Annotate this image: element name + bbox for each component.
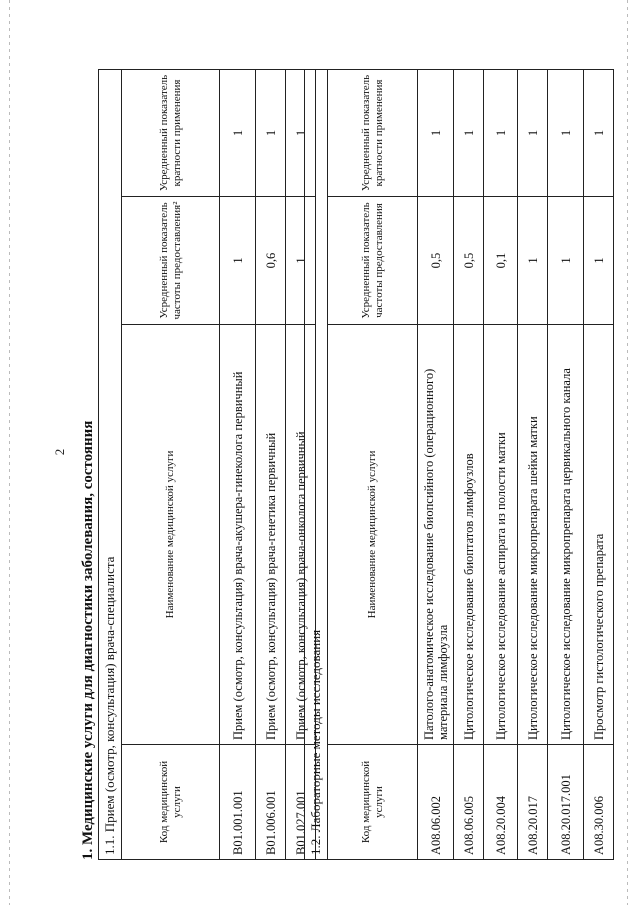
table2-header-code: Код медицинской услуги: [328, 745, 418, 860]
service-code: A08.06.005: [454, 745, 484, 860]
service-code: A08.20.017.001: [548, 745, 584, 860]
service-name: Цитологическое исследование микропрепарата шейки матки: [518, 325, 548, 745]
frequency-value: 0,5: [454, 197, 484, 325]
multiplicity-value: 1: [484, 69, 518, 196]
frequency-value: 1: [286, 197, 316, 325]
frequency-value: 1: [220, 197, 256, 325]
table1-header-name: Наименование медицинской услуги: [122, 325, 220, 745]
multiplicity-value: 1: [548, 69, 584, 196]
service-name: Цитологическое исследование аспирата из полости матки: [484, 325, 518, 745]
service-name: Прием (осмотр, консультация) врача-онколога первичный: [286, 325, 316, 745]
table-row: [454, 69, 484, 859]
table-row: [484, 69, 518, 859]
laboratory-methods-table: [304, 69, 614, 860]
service-code: B01.027.001: [286, 745, 316, 860]
service-name: Просмотр гистологического препарата: [584, 325, 614, 745]
frequency-value: 1: [584, 197, 614, 325]
multiplicity-value: 1: [518, 69, 548, 196]
service-name: Цитологическое исследование микропрепарата цервикального канала: [548, 325, 584, 745]
table2-header-name: Наименование медицинской услуги: [328, 325, 418, 745]
service-code: A08.20.017: [518, 745, 548, 860]
service-code: B01.001.001: [220, 745, 256, 860]
table-row: [518, 69, 548, 859]
table2-title: 1.2. Лабораторные методы исследования: [305, 69, 328, 859]
frequency-value: 0,6: [256, 197, 286, 325]
table1-header-multiplicity: Усредненный показатель кратности применения: [122, 69, 220, 196]
multiplicity-value: 1: [256, 69, 286, 196]
frequency-value: 1: [548, 197, 584, 325]
table-row: [548, 69, 584, 859]
table-row: [256, 69, 286, 859]
service-name: Патолого-анатомическое исследование биопсийного (операционного) материала лимфоузла: [418, 325, 454, 745]
section-heading: 1. Медицинские услуги для диагностики заболевания, состояния: [80, 420, 96, 860]
multiplicity-value: 1: [220, 69, 256, 196]
frequency-value: 0,1: [484, 197, 518, 325]
scan-edge-left: [9, 0, 10, 905]
table1-title: 1.1. Прием (осмотр, консультация) врача-специалиста: [99, 69, 122, 859]
table-row: [220, 69, 256, 859]
frequency-value: 1: [518, 197, 548, 325]
service-name: Цитологическое исследование биоптатов лимфоузлов: [454, 325, 484, 745]
multiplicity-value: 1: [418, 69, 454, 196]
service-code: A08.06.002: [418, 745, 454, 860]
table-row: [584, 69, 614, 859]
multiplicity-value: 1: [584, 69, 614, 196]
table2-header-frequency: Усредненный показатель частоты предоставления: [328, 197, 418, 325]
service-name: Прием (осмотр, консультация) врача-генетика первичный: [256, 325, 286, 745]
page-number: 2: [52, 448, 67, 456]
table1-header-code: Код медицинской услуги: [122, 745, 220, 860]
rotated-page-content: [80, 70, 620, 860]
scan-edge-right: [627, 0, 628, 905]
service-name: Прием (осмотр, консультация) врача-акушера-гинеколога первичный: [220, 325, 256, 745]
service-code: B01.006.001: [256, 745, 286, 860]
multiplicity-value: 1: [454, 69, 484, 196]
service-code: A08.20.004: [484, 745, 518, 860]
frequency-value: 0,5: [418, 197, 454, 325]
table-row: [418, 69, 454, 859]
table1-header-frequency: Усредненный показатель частоты предоставления²: [122, 197, 220, 325]
table2-header-multiplicity: Усредненный показатель кратности применения: [328, 69, 418, 196]
service-code: A08.30.006: [584, 745, 614, 860]
consultations-table: [98, 69, 316, 860]
multiplicity-value: 1: [286, 69, 316, 196]
